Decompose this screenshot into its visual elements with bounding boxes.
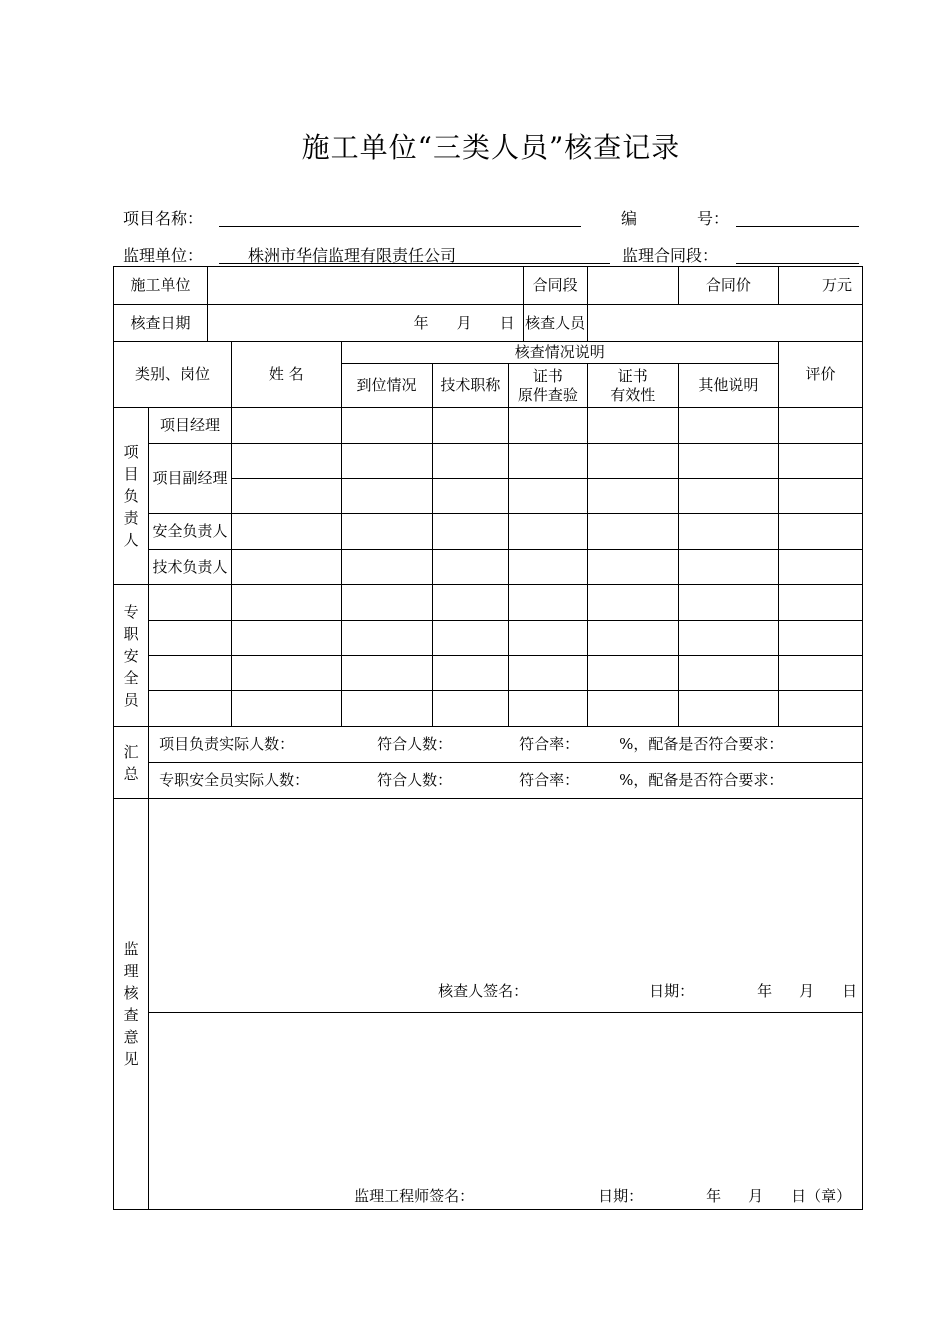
evaluation-cell[interactable] [779,585,863,621]
other-cell[interactable] [678,621,778,656]
checker-month: 月 [799,982,815,1000]
summary2-rate: 符合率： [519,770,580,789]
cert-validity-cell[interactable] [587,585,678,621]
table-row [114,444,863,479]
checker-day: 日 [842,982,858,1000]
project-leader-group: 项目负责人 [114,408,149,585]
cert-validity-cell[interactable] [587,691,678,727]
cert-validity-cell[interactable] [587,408,678,444]
role-deputy-project-manager: 项目副经理 [149,444,232,514]
supervision-unit-value: 株洲市华信监理有限责任公司 [248,246,457,265]
tech-title-cell[interactable] [432,444,509,479]
arrival-cell[interactable] [341,550,432,585]
arrival-cell[interactable] [341,514,432,550]
checker-year: 年 [757,982,773,1000]
cert-validity-header [587,364,678,408]
info-row-1 [114,267,863,305]
evaluation-cell[interactable] [779,656,863,691]
summary2-requirement: %，配备是否符合要求： [619,770,784,789]
name-cell[interactable] [231,621,341,656]
evaluation-cell[interactable] [779,621,863,656]
cert-original-cell[interactable] [509,621,588,656]
evaluation-header: 评价 [779,342,863,408]
opinion-group: 监理核查意见 [114,799,149,1210]
summary-project-leaders[interactable] [149,727,863,763]
contract-section-cell-field[interactable] [587,267,678,305]
number-field[interactable] [736,226,859,227]
name-cell[interactable] [231,550,341,585]
summary1-actual: 项目负责实际人数： [159,734,295,753]
role-cell[interactable] [149,585,232,621]
tech-title-cell[interactable] [432,408,509,444]
cert-validity-cell[interactable] [587,550,678,585]
other-cell[interactable] [678,444,778,479]
check-desc-header: 核查情况说明 [341,342,779,364]
other-header: 其他说明 [678,364,778,408]
opinion-row [114,1013,863,1210]
year-label: 年 [413,313,429,332]
arrival-cell[interactable] [341,408,432,444]
cert-original-cell[interactable] [509,408,588,444]
page-title: 施工单位“三类人员”核查记录 [301,131,681,164]
cert-original-line2: 原件查验 [517,385,578,404]
cert-original-cell[interactable] [509,550,588,585]
project-name-field[interactable] [219,226,581,227]
other-cell[interactable] [678,479,778,514]
name-cell[interactable] [231,408,341,444]
info-row-2 [114,305,863,342]
opinion-row [114,799,863,1013]
tech-title-cell[interactable] [432,550,509,585]
day-label: 日 [499,313,515,332]
table-row [114,585,863,621]
evaluation-cell[interactable] [779,691,863,727]
cert-validity-line2: 有效性 [610,385,656,404]
table-row [114,691,863,727]
engineer-year: 年 [706,1187,722,1205]
other-cell[interactable] [678,691,778,727]
table-row [114,621,863,656]
number-label-b: 号： [697,209,730,228]
summary1-requirement: %，配备是否符合要求： [619,734,784,753]
arrival-header: 到位情况 [341,364,432,408]
table-row [114,408,863,444]
cert-validity-cell[interactable] [587,656,678,691]
arrival-cell[interactable] [341,585,432,621]
role-cell[interactable] [149,691,232,727]
arrival-cell[interactable] [341,656,432,691]
col-header-row-1 [114,342,863,364]
summary2-qualified: 符合人数： [377,770,453,789]
tech-title-cell[interactable] [432,621,509,656]
tech-title-cell[interactable] [432,585,509,621]
summary-safety-officers[interactable] [149,763,863,799]
checker-label: 核查人员 [523,305,587,342]
role-project-manager: 项目经理 [149,408,232,444]
check-date-field[interactable] [208,305,524,342]
tech-title-header: 技术职称 [432,364,509,408]
tech-title-cell[interactable] [432,479,509,514]
inspection-table [113,266,863,1210]
cert-original-cell[interactable] [509,691,588,727]
summary-row [114,763,863,799]
cert-original-cell[interactable] [509,585,588,621]
summary-group: 汇总 [114,727,149,799]
tech-title-cell[interactable] [432,691,509,727]
checker-opinion-area[interactable] [149,799,863,1013]
tech-title-cell[interactable] [432,656,509,691]
contract-price-label: 合同价 [678,267,778,305]
cert-validity-cell[interactable] [587,444,678,479]
engineer-month: 月 [748,1187,764,1205]
table-row [114,550,863,585]
cert-validity-line1: 证书 [617,366,648,385]
evaluation-cell[interactable] [779,550,863,585]
cert-validity-cell[interactable] [587,514,678,550]
name-cell[interactable] [231,585,341,621]
name-cell[interactable] [231,514,341,550]
month-label: 月 [456,313,472,332]
engineer-date-label: 日期： [598,1187,644,1205]
name-cell[interactable] [231,691,341,727]
name-cell[interactable] [231,479,341,514]
safety-officer-group: 专职安全员 [114,585,149,727]
cert-original-cell[interactable] [509,656,588,691]
other-cell[interactable] [678,408,778,444]
arrival-cell[interactable] [341,444,432,479]
evaluation-cell[interactable] [779,444,863,479]
arrival-cell[interactable] [341,691,432,727]
engineer-opinion-area[interactable] [149,1013,863,1210]
name-header: 姓 名 [231,342,341,408]
arrival-cell[interactable] [341,479,432,514]
construction-unit-label: 施工单位 [114,267,208,305]
table-row [114,656,863,691]
role-cell[interactable] [149,621,232,656]
evaluation-cell[interactable] [779,514,863,550]
project-name-label: 项目名称： [123,209,204,228]
supervision-unit-label: 监理单位： [123,246,204,265]
arrival-cell[interactable] [341,621,432,656]
engineer-sign-label: 监理工程师签名： [354,1187,475,1205]
evaluation-cell[interactable] [779,479,863,514]
summary2-actual: 专职安全员实际人数： [159,770,310,789]
tech-title-cell[interactable] [432,514,509,550]
cert-validity-cell[interactable] [587,621,678,656]
other-cell[interactable] [678,585,778,621]
other-cell[interactable] [678,550,778,585]
construction-unit-field[interactable] [208,267,524,305]
checker-field[interactable] [587,305,862,342]
role-tech-leader: 技术负责人 [149,550,232,585]
other-cell[interactable] [678,514,778,550]
contract-price-field[interactable]: 万元 [779,267,863,305]
summary1-rate: 符合率： [519,734,580,753]
checker-date-label: 日期： [649,982,695,1000]
cert-original-line1: 证书 [532,366,563,385]
name-cell[interactable] [231,656,341,691]
role-cell[interactable] [149,656,232,691]
engineer-day-seal: 日（章） [791,1187,852,1205]
table-row [114,514,863,550]
check-date-label: 核查日期 [114,305,208,342]
other-cell[interactable] [678,656,778,691]
cert-original-header [509,364,588,408]
cert-original-cell[interactable] [509,479,588,514]
role-safety-leader: 安全负责人 [149,514,232,550]
contract-section-field[interactable] [736,263,859,264]
contract-section-cell-label: 合同段 [523,267,587,305]
number-label-a: 编 [621,209,638,228]
category-header: 类别、岗位 [114,342,232,408]
contract-section-label: 监理合同段： [622,246,719,265]
cert-original-cell[interactable] [509,444,588,479]
cert-original-cell[interactable] [509,514,588,550]
checker-sign-label: 核查人签名： [438,982,529,1000]
name-cell[interactable] [231,444,341,479]
summary-row [114,727,863,763]
summary1-qualified: 符合人数： [377,734,453,753]
cert-validity-cell[interactable] [587,479,678,514]
evaluation-cell[interactable] [779,408,863,444]
